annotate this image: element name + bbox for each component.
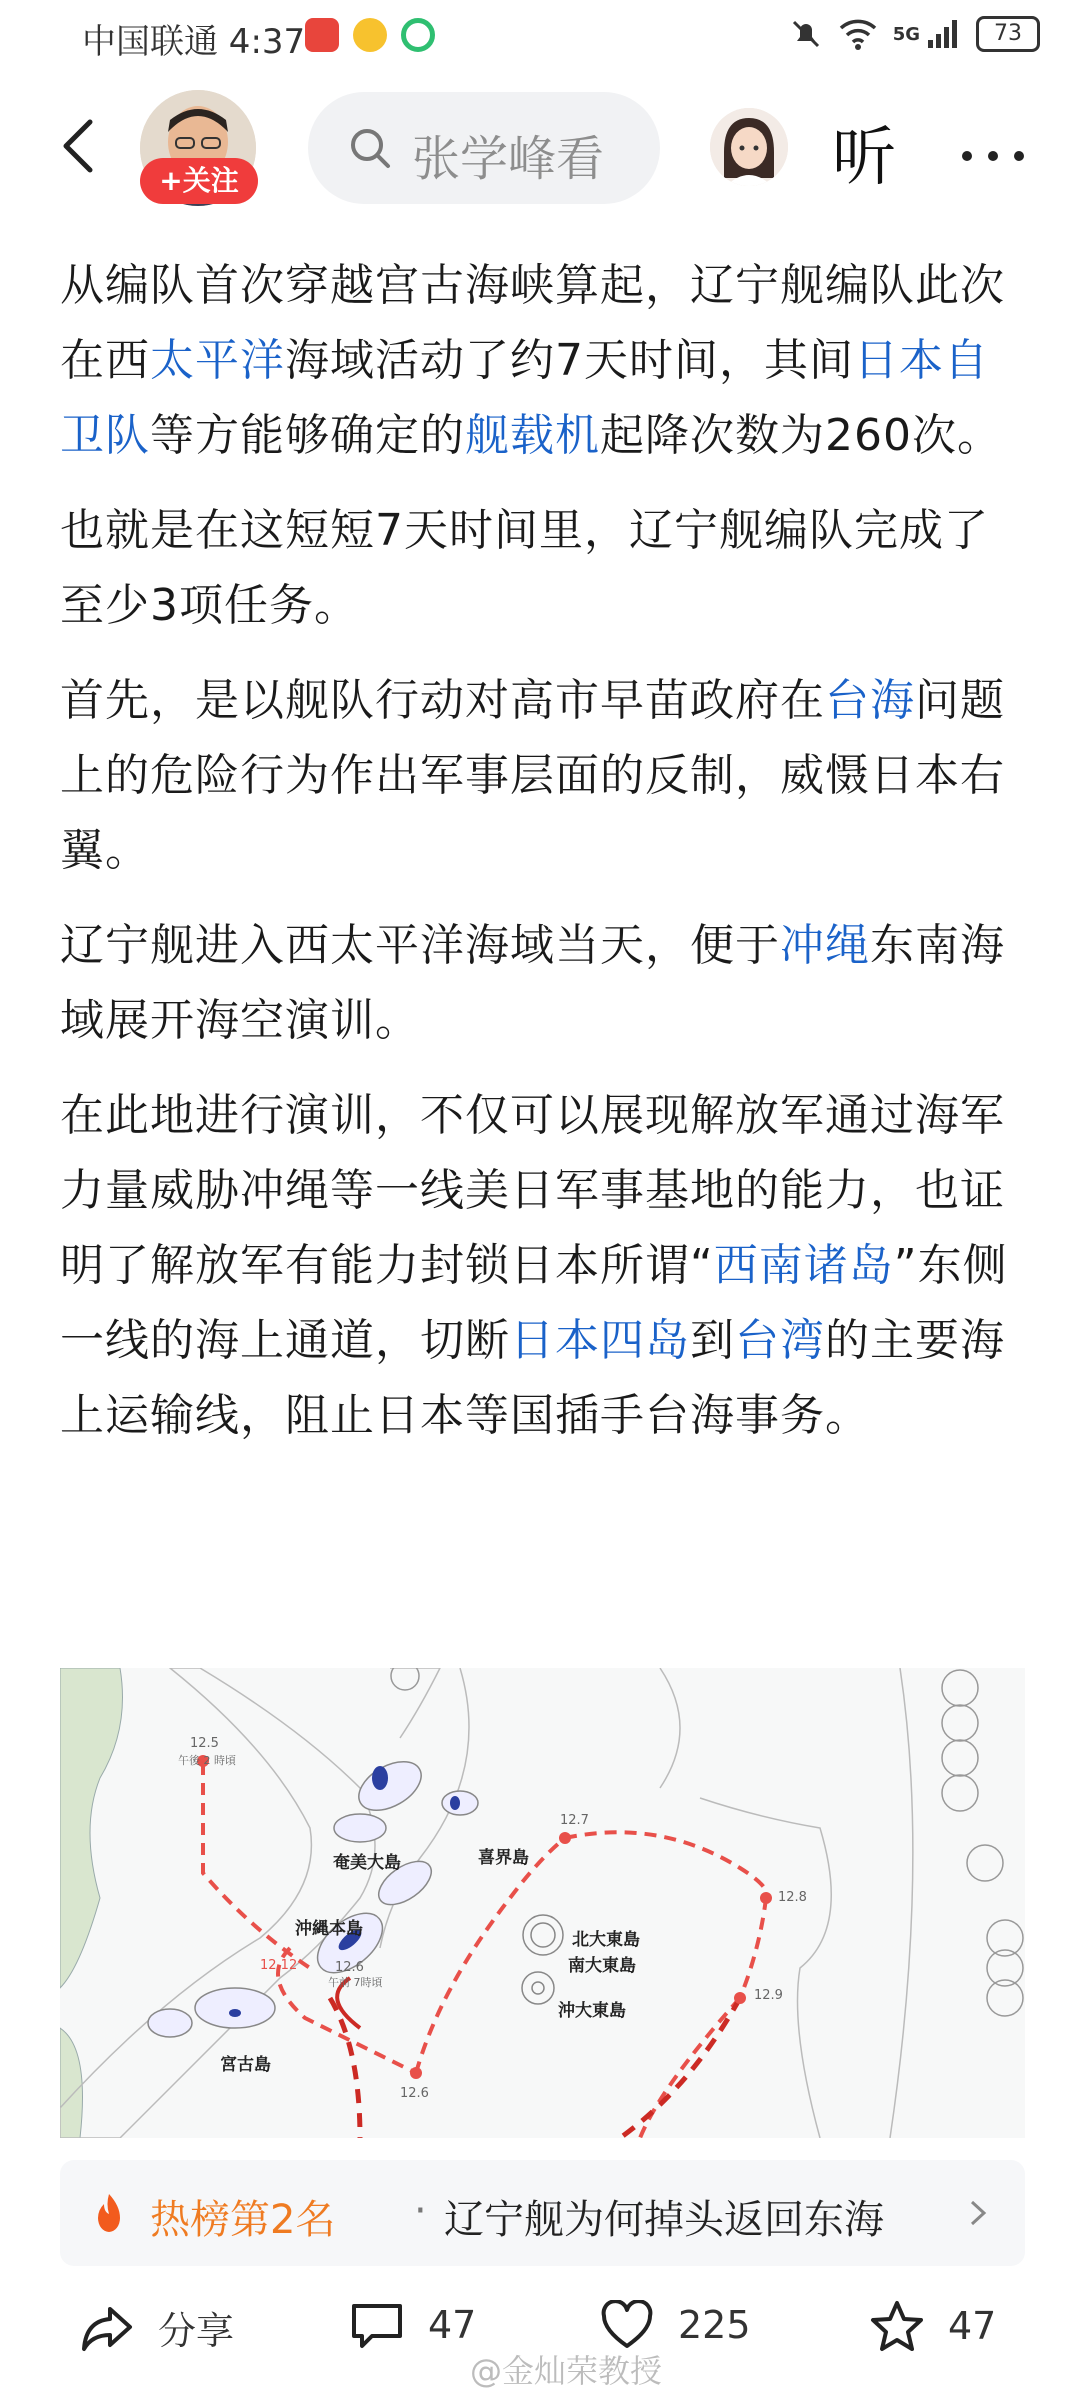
date-note-12-5: 午後 2 時頃 bbox=[178, 1754, 236, 1767]
assistant-portrait bbox=[710, 108, 788, 186]
date-label-12-6-a: 12.6 bbox=[335, 1960, 364, 1975]
paragraph-3 bbox=[60, 663, 1025, 888]
route-map-image[interactable] bbox=[60, 1668, 1025, 2138]
link-carrier-aircraft[interactable]: 舰载机 bbox=[465, 410, 600, 461]
link-okinawa[interactable]: 冲绳 bbox=[780, 920, 870, 971]
chevron-right-icon bbox=[967, 2198, 989, 2228]
like-button[interactable] bbox=[600, 2300, 751, 2350]
text-span: 等方能够确定的 bbox=[150, 410, 465, 461]
comment-icon bbox=[350, 2300, 404, 2350]
comment-button[interactable] bbox=[350, 2300, 476, 2350]
star-icon bbox=[870, 2300, 924, 2352]
weibo-watermark: @金灿荣教授 bbox=[470, 2352, 663, 2390]
hot-rank-label: 热榜第2名 bbox=[150, 2197, 336, 2243]
share-button[interactable] bbox=[80, 2300, 234, 2355]
share-label: 分享 bbox=[158, 2309, 235, 2353]
hot-topic-title: 辽宁舰为何掉头返回东海 bbox=[444, 2197, 884, 2243]
date-label-12-7: 12.7 bbox=[560, 1813, 589, 1828]
network-type: 5G bbox=[892, 23, 920, 45]
follow-button[interactable]: +关注 bbox=[140, 158, 258, 204]
text-span: 在此地进行演训，不仅可以展现解放军通过海军力量威胁冲绳等一线美日军事基地的能力，也证明了解放军有能力封锁日本所谓“ bbox=[60, 1090, 1005, 1291]
map-label-amami: 奄美大島 bbox=[333, 1853, 401, 1873]
notification-icons bbox=[305, 18, 435, 52]
link-taiwan-strait[interactable]: 台海 bbox=[825, 675, 915, 726]
green-app-icon bbox=[401, 18, 435, 52]
map-label-kitadaito: 北大東島 bbox=[572, 1930, 640, 1950]
hot-rank-banner[interactable] bbox=[60, 2160, 1025, 2266]
top-nav-bar bbox=[0, 88, 1080, 208]
map-label-minamidaito: 南大東島 bbox=[568, 1956, 636, 1976]
date-label-12-12: 12.12 bbox=[260, 1958, 298, 1973]
search-placeholder: 张学峰看 bbox=[412, 131, 605, 187]
huawei-app-icon bbox=[305, 18, 339, 52]
text-span: ”东侧一线的海上通道，切断 bbox=[60, 1240, 1008, 1366]
signal-icon bbox=[926, 18, 960, 50]
back-arrow-icon[interactable] bbox=[50, 116, 110, 176]
battery-indicator: 73 bbox=[976, 16, 1040, 52]
listen-button[interactable]: 听 bbox=[832, 121, 896, 195]
link-pacific[interactable]: 太平洋 bbox=[150, 335, 285, 386]
text-span: 东南海域展开海空演训。 bbox=[60, 920, 1005, 1046]
text-span: 从编队首次穿越宫古海峡算起，辽宁舰编队此次在西 bbox=[60, 260, 1005, 386]
link-japan-main-islands[interactable]: 日本四岛 bbox=[510, 1315, 690, 1366]
favorite-button[interactable] bbox=[870, 2300, 996, 2352]
date-label-12-8: 12.8 bbox=[778, 1890, 807, 1905]
carrier-time: 中国联通 4:37 bbox=[82, 22, 306, 62]
system-icons bbox=[789, 16, 1040, 52]
date-note-12-6-a: 午前 7時頃 bbox=[328, 1976, 383, 1989]
link-jsdf[interactable]: 日本自卫队 bbox=[60, 335, 989, 461]
comment-count: 47 bbox=[428, 2303, 477, 2347]
search-bar[interactable] bbox=[308, 92, 660, 204]
text-span: 的主要海上运输线，阻止日本等国插手台海事务。 bbox=[60, 1315, 1005, 1441]
text-span: 起降次数为260次。 bbox=[600, 410, 1002, 461]
date-label-12-6-b: 12.6 bbox=[400, 2086, 429, 2101]
listen-assistant-avatar[interactable] bbox=[710, 108, 788, 186]
paragraph-5 bbox=[60, 1078, 1025, 1453]
text-span: 海域活动了约7天时间，其间 bbox=[285, 335, 854, 386]
date-label-12-5: 12.5 bbox=[190, 1736, 219, 1751]
map-label-kikai: 喜界島 bbox=[478, 1848, 529, 1868]
mute-icon bbox=[789, 17, 823, 51]
wifi-icon bbox=[839, 18, 877, 50]
text-span: 首先，是以舰队行动对高市早苗政府在 bbox=[60, 675, 825, 726]
fire-icon bbox=[90, 2192, 128, 2236]
date-label-12-9: 12.9 bbox=[754, 1988, 783, 2003]
map-label-miyako: 宮古島 bbox=[220, 2055, 271, 2075]
hot-separator: · bbox=[414, 2188, 427, 2234]
text-span: 辽宁舰进入西太平洋海域当天，便于 bbox=[60, 920, 780, 971]
like-count: 225 bbox=[678, 2303, 751, 2347]
text-span: 问题上的危险行为作出军事层面的反制，威慑日本右翼。 bbox=[60, 675, 1005, 876]
map-label-okidaito: 沖大東島 bbox=[558, 2001, 626, 2021]
link-southwest-islands[interactable]: 西南诸岛 bbox=[713, 1240, 894, 1291]
link-taiwan[interactable]: 台湾 bbox=[735, 1315, 825, 1366]
paragraph-2: 也就是在这短短7天时间里，辽宁舰编队完成了至少3项任务。 bbox=[60, 505, 989, 631]
search-icon bbox=[348, 126, 392, 170]
weibo-app-icon bbox=[353, 18, 387, 52]
share-icon bbox=[80, 2303, 134, 2353]
heart-icon bbox=[600, 2300, 654, 2350]
status-bar bbox=[0, 0, 1080, 72]
paragraph-4 bbox=[60, 908, 1025, 1058]
more-options-icon[interactable] bbox=[962, 146, 1040, 165]
text-span: 到 bbox=[690, 1315, 735, 1366]
map-label-okinawa: 沖縄本島 bbox=[295, 1919, 363, 1939]
article-body bbox=[60, 248, 1025, 1473]
paragraph-1 bbox=[60, 248, 1025, 473]
favorite-count: 47 bbox=[948, 2304, 997, 2348]
